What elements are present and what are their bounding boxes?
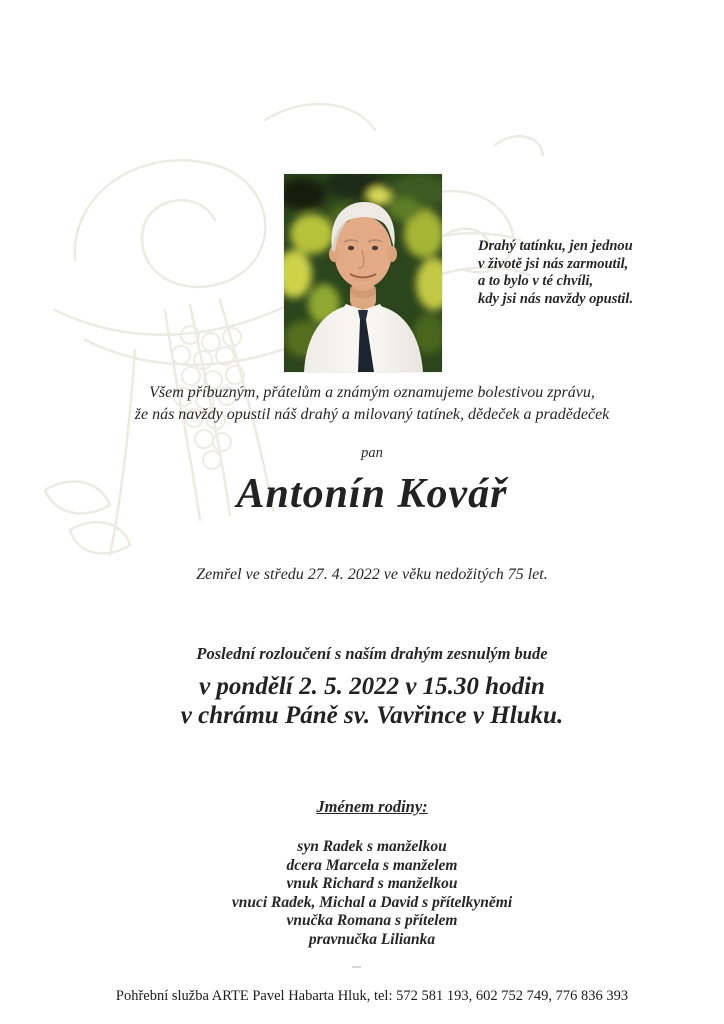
memorial-verse bbox=[478, 238, 708, 308]
family-member: dcera Marcela s manželem bbox=[286, 856, 458, 874]
funeral-service-footer: Pohřební služba ARTE Pavel Habarta Hluk, tel: 572 581 193, 602 752 749, 776 836 393 bbox=[115, 988, 629, 1004]
farewell-when: v pondělí 2. 5. 2022 v 15.30 hodin bbox=[199, 673, 545, 700]
salutation: pan bbox=[361, 445, 383, 461]
farewell-details bbox=[30, 672, 714, 730]
announcement-line-2: že nás navždy opustil náš drahý a milovaný tatínek, dědeček a pradědeček bbox=[134, 405, 610, 423]
announcement-line-1: Všem příbuzným, přátelům a známým oznamujeme bolestivou zprávu, bbox=[149, 384, 595, 401]
deceased-name: Antonín Kovář bbox=[236, 471, 508, 517]
verse-line: Drahý tatínku, jen jednou bbox=[478, 238, 633, 254]
family-member: vnuci Radek, Michal a David s přítelkyněmi bbox=[231, 893, 513, 911]
family-list bbox=[30, 838, 714, 949]
family-member: syn Radek s manželkou bbox=[297, 838, 447, 855]
death-info: Zemřel ve středu 27. 4. 2022 ve věku nedožitých 75 let. bbox=[196, 566, 548, 583]
verse-line: v životě jsi nás zarmoutil, bbox=[478, 255, 629, 272]
portrait-photo bbox=[284, 174, 442, 372]
verse-line: a to bylo v té chvíli, bbox=[478, 273, 594, 289]
farewell-intro: Poslední rozloučení s naším drahým zesnulým bude bbox=[196, 644, 548, 663]
announcement-text bbox=[30, 382, 714, 425]
family-member: pravnučka Lilianka bbox=[308, 930, 436, 948]
family-heading: Jménem rodiny: bbox=[316, 797, 428, 816]
verse-line: kdy jsi nás navždy opustil. bbox=[478, 290, 634, 307]
scan-fold-mark bbox=[352, 966, 361, 968]
family-member: vnučka Romana s přítelem bbox=[286, 912, 458, 929]
family-member: vnuk Richard s manželkou bbox=[286, 875, 458, 892]
farewell-where: v chrámu Páně sv. Vavřince v Hluku. bbox=[180, 702, 564, 729]
